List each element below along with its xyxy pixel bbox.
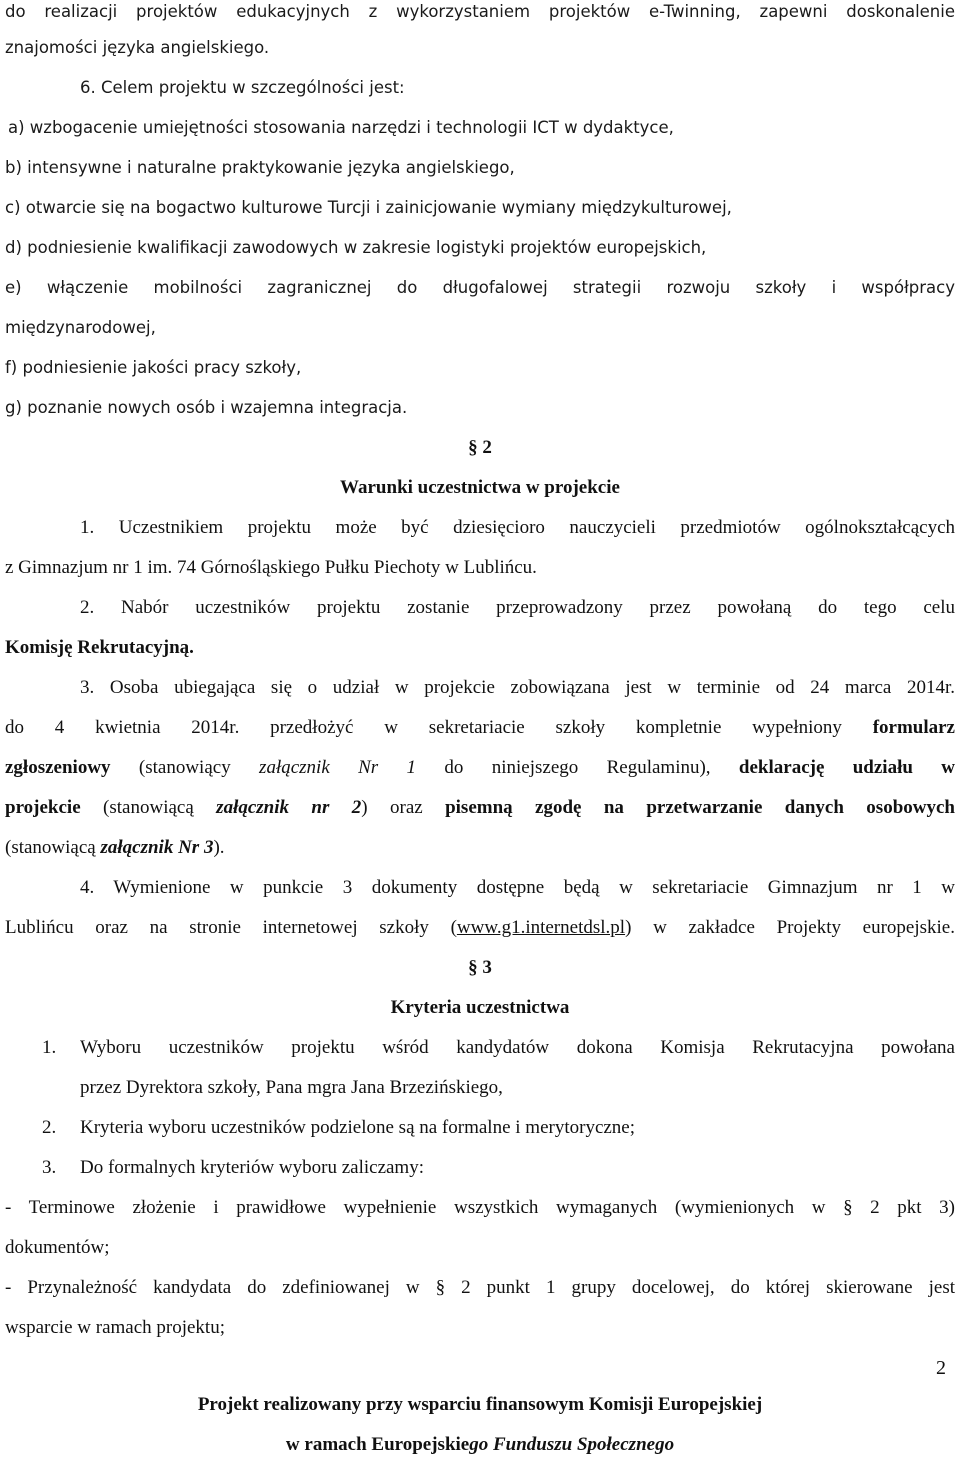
section-2-para-2-line2: Komisję Rekrutacyjną. [5, 637, 194, 658]
formal-criterion-1-line1: - Terminowe złożenie i prawidłowe wypełnienie wszystkich wymaganych (wymienionych w § 2 pkt 3) [5, 1197, 955, 1218]
school-website-link[interactable]: www.g1.internetdsl.pl [456, 917, 626, 938]
formal-criterion-2-line2: wsparcie w ramach projektu; [5, 1317, 225, 1338]
criteria-item-1-line2: przez Dyrektora szkoły, Pana mgra Jana Brzezińskiego, [80, 1077, 503, 1098]
section-3-title: Kryteria uczestnictwa [390, 997, 570, 1018]
section-2-para-4-line1: 4. Wymienione w punkcie 3 dokumenty dostępne będą w sekretariacie Gimnazjum nr 1 w [80, 877, 955, 898]
criteria-item-2-number: 2. [42, 1117, 57, 1138]
section-2-para-1-line1: 1. Uczestnikiem projektu może być dziesięcioro nauczycieli przedmiotów ogólnokształcących [80, 517, 955, 538]
section-2-title: Warunki uczestnictwa w projekcie [340, 477, 620, 498]
footer-line-1: Projekt realizowany przy wsparciu finansowym Komisji Europejskiej [197, 1394, 763, 1415]
goal-heading: 6. Celem projektu w szczególności jest: [80, 78, 405, 97]
section-2-para-3-line5: (stanowiącą załącznik Nr 3). [5, 837, 225, 858]
goal-item-f: f) podniesienie jakości pracy szkoły, [5, 358, 302, 377]
criteria-item-1-line1: Wyboru uczestników projektu wśród kandydatów dokona Komisja Rekrutacyjna powołana [80, 1037, 955, 1058]
footer-line-2: w ramach Europejskiego Funduszu Społecznego [285, 1434, 675, 1455]
goal-item-e-line2: międzynarodowej, [5, 318, 156, 337]
goal-item-b: b) intensywne i naturalne praktykowanie języka angielskiego, [5, 158, 515, 177]
goal-item-d: d) podniesienie kwalifikacji zawodowych w zakresie logistyki projektów europejskich, [5, 238, 707, 257]
intro-line-2: znajomości języka angielskiego. [5, 38, 270, 57]
goal-item-g: g) poznanie nowych osób i wzajemna integracja. [5, 398, 408, 417]
criteria-item-1-number: 1. [42, 1037, 57, 1058]
section-2-para-3-line3: zgłoszeniowy (stanowiący załącznik Nr 1 do niniejszego Regulaminu), deklarację udziału w [5, 757, 956, 778]
goal-item-a: a) wzbogacenie umiejętności stosowania narzędzi i technologii ICT w dydaktyce, [8, 118, 674, 137]
section-2-symbol: § 2 [468, 437, 492, 458]
goal-item-e-line1: e) włączenie mobilności zagranicznej do długofalowej strategii rozwoju szkoły i współpracy [5, 278, 955, 297]
page-number: 2 [936, 1357, 946, 1379]
section-3-symbol: § 3 [468, 957, 492, 978]
formal-criterion-1-line2: dokumentów; [5, 1237, 110, 1258]
section-2-para-1-line2: z Gimnazjum nr 1 im. 74 Górnośląskiego Pułku Piechoty w Lublińcu. [5, 557, 537, 578]
formal-criterion-2-line1: - Przynależność kandydata do zdefiniowanej w § 2 punkt 1 grupy docelowej, do której skierowane jest [5, 1277, 955, 1298]
goal-item-c: c) otwarcie się na bogactwo kulturowe Turcji i zainicjowanie wymiany międzykulturowej, [5, 198, 732, 217]
criteria-item-3-number: 3. [42, 1157, 57, 1178]
criteria-item-3: Do formalnych kryteriów wyboru zaliczamy: [80, 1157, 424, 1178]
section-2-para-4-line2: Lublińcu oraz na stronie internetowej szkoły (www.g1.internetdsl.pl) w zakładce Projekty europejskie. [5, 917, 955, 938]
criteria-item-2: Kryteria wyboru uczestników podzielone są na formalne i merytoryczne; [80, 1117, 636, 1138]
section-2-para-3-line2: do 4 kwietnia 2014r. przedłożyć w sekretariacie szkoły kompletnie wypełniony formularz [5, 717, 955, 738]
section-2-para-3-line1: 3. Osoba ubiegająca się o udział w projekcie zobowiązana jest w terminie od 24 marca 2014r. [80, 677, 955, 698]
section-2-para-3-line4: projekcie (stanowiącą załącznik nr 2) oraz pisemną zgodę na przetwarzanie danych osobowych [5, 797, 955, 818]
section-2-para-2-line1: 2. Nabór uczestników projektu zostanie przeprowadzony przez powołaną do tego celu [80, 597, 955, 618]
intro-line-1: do realizacji projektów edukacyjnych z wykorzystaniem projektów e-Twinning, zapewni doskonalenie [5, 2, 955, 21]
